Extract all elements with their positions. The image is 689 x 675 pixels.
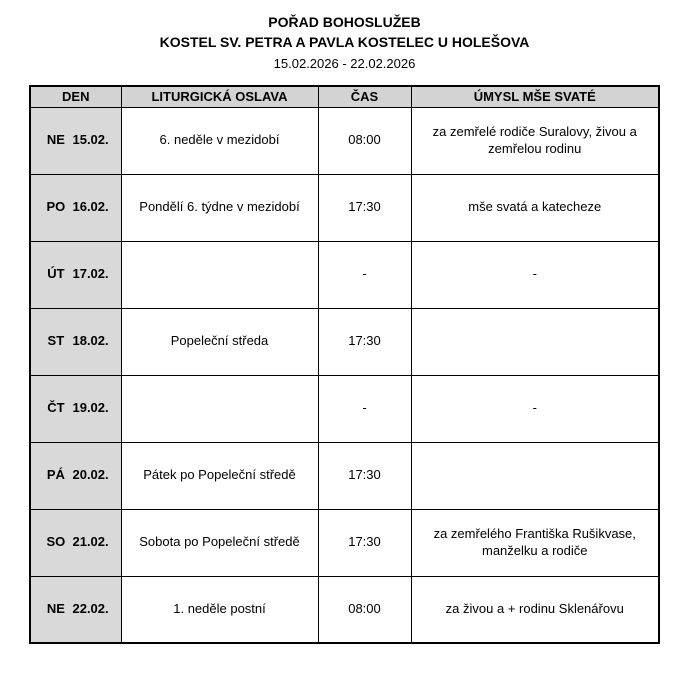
day-cell <box>30 241 121 308</box>
time-cell: 08:00 <box>318 576 411 643</box>
day-date: 21.02. <box>72 534 109 550</box>
table-row <box>30 107 659 174</box>
day-cell <box>30 174 121 241</box>
celebration-cell: Pondělí 6. týdne v mezidobí <box>121 174 318 241</box>
day-abbr: PÁ <box>46 467 65 483</box>
page-subtitle: KOSTEL SV. PETRA A PAVLA KOSTELEC U HOLEŠOVA <box>159 34 530 50</box>
schedule-table <box>29 85 660 644</box>
day-abbr: SO <box>46 534 66 550</box>
intention-cell: mše svatá a katecheze <box>411 174 659 241</box>
time-cell: 17:30 <box>318 509 411 576</box>
day-date: 18.02. <box>72 333 109 349</box>
intention-cell: za zemřelého Františka Rušikvase, manželku a rodiče <box>411 509 659 576</box>
day-date: 19.02. <box>72 400 109 416</box>
day-abbr: NE <box>46 601 65 617</box>
celebration-cell: Pátek po Popeleční středě <box>121 442 318 509</box>
intention-cell: za živou a + rodinu Sklenářovu <box>411 576 659 643</box>
table-row <box>30 308 659 375</box>
intention-cell: za zemřelé rodiče Suralovy, živou a zemřelou rodinu <box>411 107 659 174</box>
celebration-cell: Sobota po Popeleční středě <box>121 509 318 576</box>
celebration-cell <box>121 241 318 308</box>
table-row <box>30 442 659 509</box>
time-cell: 08:00 <box>318 107 411 174</box>
time-cell: - <box>318 375 411 442</box>
day-cell <box>30 509 121 576</box>
day-date: 20.02. <box>72 467 109 483</box>
intention-cell <box>411 308 659 375</box>
table-row <box>30 174 659 241</box>
page-title: POŘAD BOHOSLUŽEB <box>268 14 421 30</box>
time-cell: 17:30 <box>318 174 411 241</box>
day-date: 15.02. <box>72 132 109 148</box>
time-cell: - <box>318 241 411 308</box>
table-header-row <box>30 86 659 107</box>
time-cell: 17:30 <box>318 442 411 509</box>
day-abbr: ST <box>47 333 65 349</box>
celebration-cell: Popeleční středa <box>121 308 318 375</box>
day-abbr: PO <box>46 199 66 215</box>
day-date: 16.02. <box>72 199 109 215</box>
date-range: 15.02.2026 - 22.02.2026 <box>273 56 416 71</box>
celebration-cell: 6. neděle v mezidobí <box>121 107 318 174</box>
table-row <box>30 241 659 308</box>
intention-cell: - <box>411 241 659 308</box>
day-cell <box>30 375 121 442</box>
intention-cell: - <box>411 375 659 442</box>
day-cell <box>30 308 121 375</box>
day-cell <box>30 576 121 643</box>
table-row <box>30 576 659 643</box>
day-abbr: ČT <box>47 400 65 416</box>
day-abbr: NE <box>46 132 65 148</box>
day-cell <box>30 442 121 509</box>
column-header-cas: ČAS <box>318 86 411 107</box>
day-cell <box>30 107 121 174</box>
day-abbr: ÚT <box>47 266 65 282</box>
day-date: 17.02. <box>72 266 109 282</box>
table-row <box>30 509 659 576</box>
time-cell: 17:30 <box>318 308 411 375</box>
celebration-cell: 1. neděle postní <box>121 576 318 643</box>
celebration-cell <box>121 375 318 442</box>
day-date: 22.02. <box>72 601 109 617</box>
column-header-den: DEN <box>30 86 121 107</box>
intention-cell <box>411 442 659 509</box>
column-header-liturgicka-oslava: LITURGICKÁ OSLAVA <box>121 86 318 107</box>
table-row <box>30 375 659 442</box>
column-header-umysl: ÚMYSL MŠE SVATÉ <box>411 86 659 107</box>
